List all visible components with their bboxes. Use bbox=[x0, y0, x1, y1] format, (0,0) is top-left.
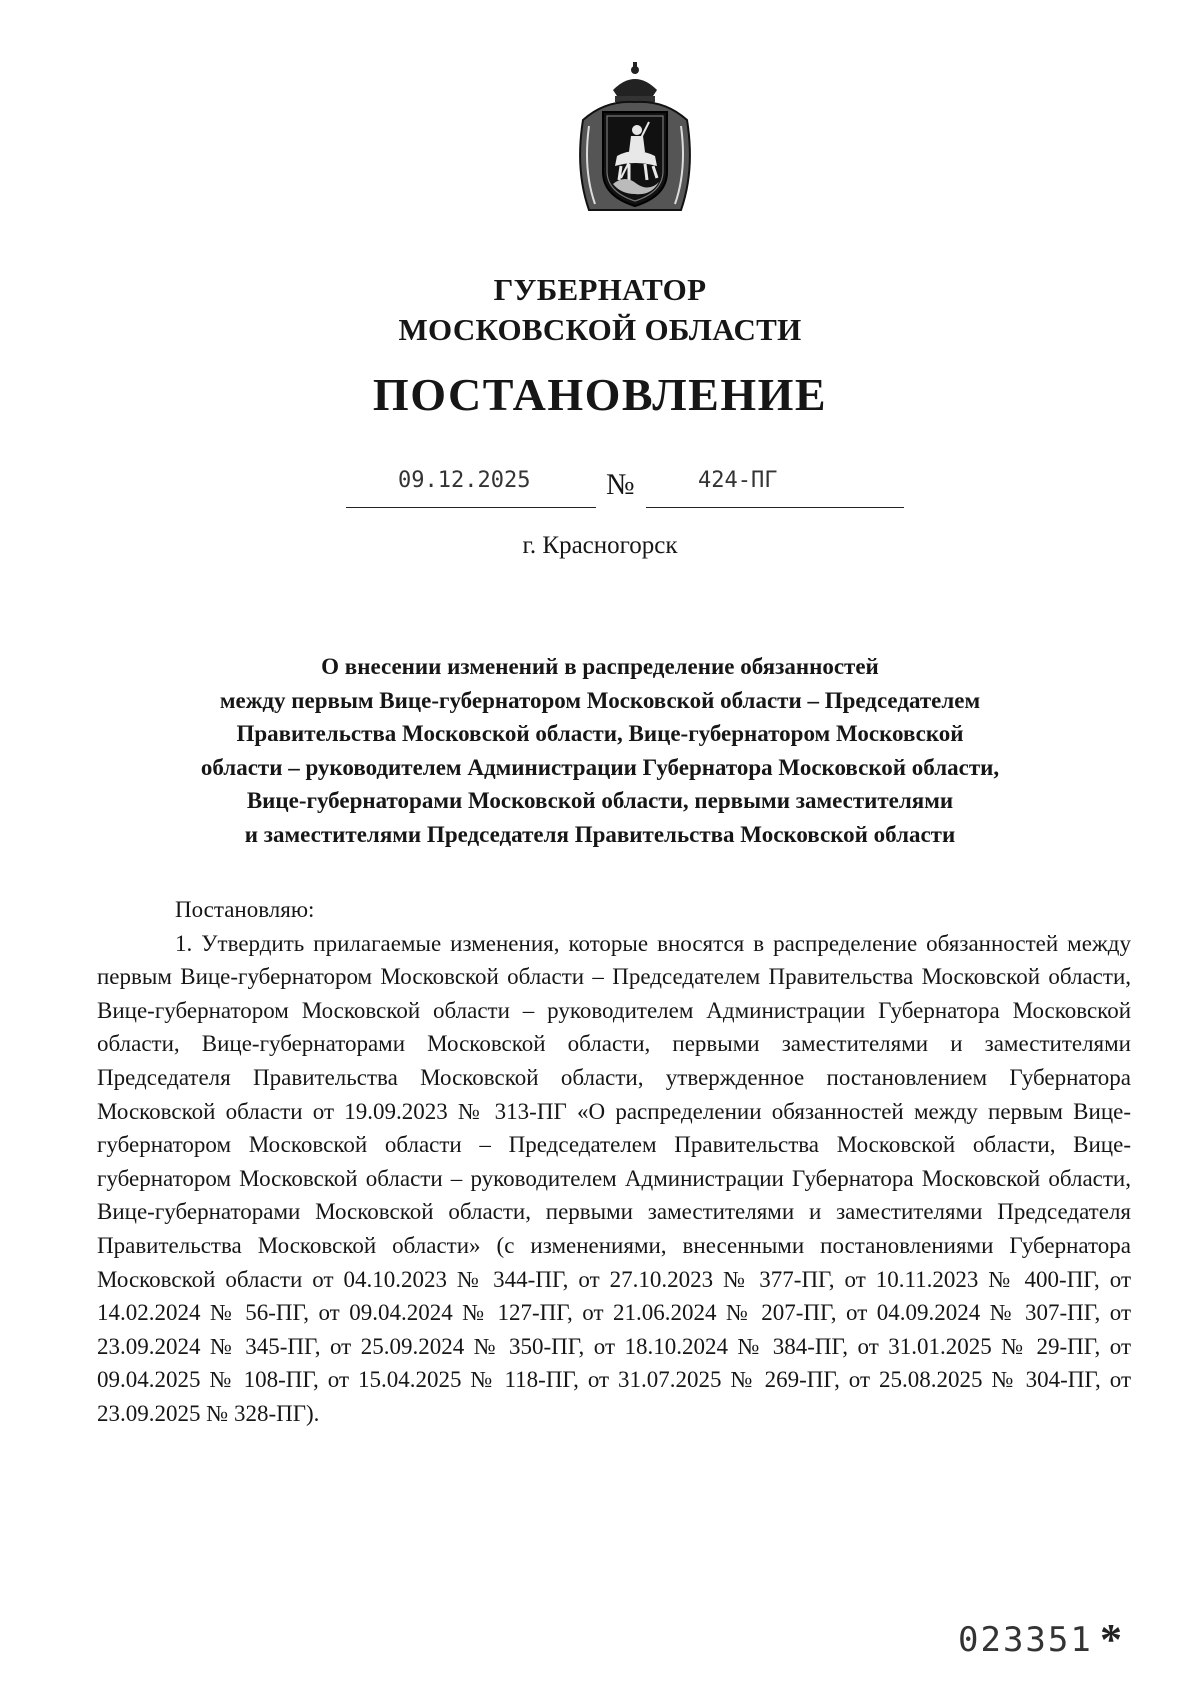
subject-line: Вице-губернаторами Московской области, первыми заместителями bbox=[246, 788, 954, 813]
number-sign: № bbox=[606, 468, 635, 501]
subject-line: Правительства Московской области, Вице-губернатором Московской bbox=[236, 721, 964, 746]
coat-of-arms-icon bbox=[565, 60, 705, 220]
city: г. Красногорск bbox=[522, 532, 678, 559]
document-type: ПОСТАНОВЛЕНИЕ bbox=[372, 369, 828, 420]
subject-line: О внесении изменений в распределение обязанностей bbox=[321, 654, 879, 679]
subject-title bbox=[150, 650, 1050, 851]
date-value: 09.12.2025 bbox=[398, 468, 531, 493]
number-value: 424-ПГ bbox=[698, 468, 778, 493]
subject-line: между первым Вице-губернатором Московской области – Председателем bbox=[219, 687, 981, 713]
issuer-title-line2: МОСКОВСКОЙ ОБЛАСТИ bbox=[398, 312, 802, 347]
item-1-paragraph: 1. Утвердить прилагаемые изменения, которые вносятся в распределение обязанностей между первым Вице-губернатором Московской области – Председателем Правительства Московской области, Вице-губернатором Московской области – руководителем Администрации Губернатора Московской области, Вице-губернаторами Московской области, первыми заместителями и заместителями Председателя Правительства Московской области, утвержденное постановлением Губернатора Московской области от 19.09.2023 № 313-ПГ «О распределении обязанностей между первым Вице-губернатором Московской области – Председателем Правительства Московской области, Вице-губернатором Московской области – руководителем Администрации Губернатора Московской области, Вице-губернаторами Московской области, первыми заместителями и заместителями Председателя Правительства Московской области» (с изменениями, внесенными постановлениями Губернатора Московской области от 04.10.2023 № 344-ПГ, от 27.10.2023 № 377-ПГ, от 10.11.2023 № 400-ПГ, от 14.02.2024 № 56-ПГ, от 09.04.2024 № 127-ПГ, от 21.06.2024 № 207-ПГ, от 04.09.2024 № 307-ПГ, от 23.09.2024 № 345-ПГ, от 25.09.2024 № 350-ПГ, от 18.10.2024 № 384-ПГ, от 31.01.2025 № 29-ПГ, от 09.04.2025 № 108-ПГ, от 15.04.2025 № 118-ПГ, от 31.07.2025 № 269-ПГ, от 25.08.2025 № 304-ПГ, от 23.09.2025 № 328-ПГ). bbox=[97, 930, 1131, 1426]
subject-line: области – руководителем Администрации Губернатора Московской области, bbox=[200, 754, 1000, 780]
lead-paragraph: Постановляю: bbox=[175, 897, 315, 922]
issuer-title bbox=[0, 270, 1200, 350]
date-field bbox=[346, 462, 596, 508]
subject-line: и заместителями Председателя Правительства Московской области bbox=[244, 821, 956, 847]
number-field bbox=[646, 462, 904, 508]
document-body bbox=[97, 893, 1131, 1431]
asterisk-mark: * bbox=[1100, 1615, 1122, 1664]
issuer-title-line1: ГУБЕРНАТОР bbox=[493, 272, 707, 307]
serial-number: 023351 bbox=[958, 1620, 1093, 1660]
